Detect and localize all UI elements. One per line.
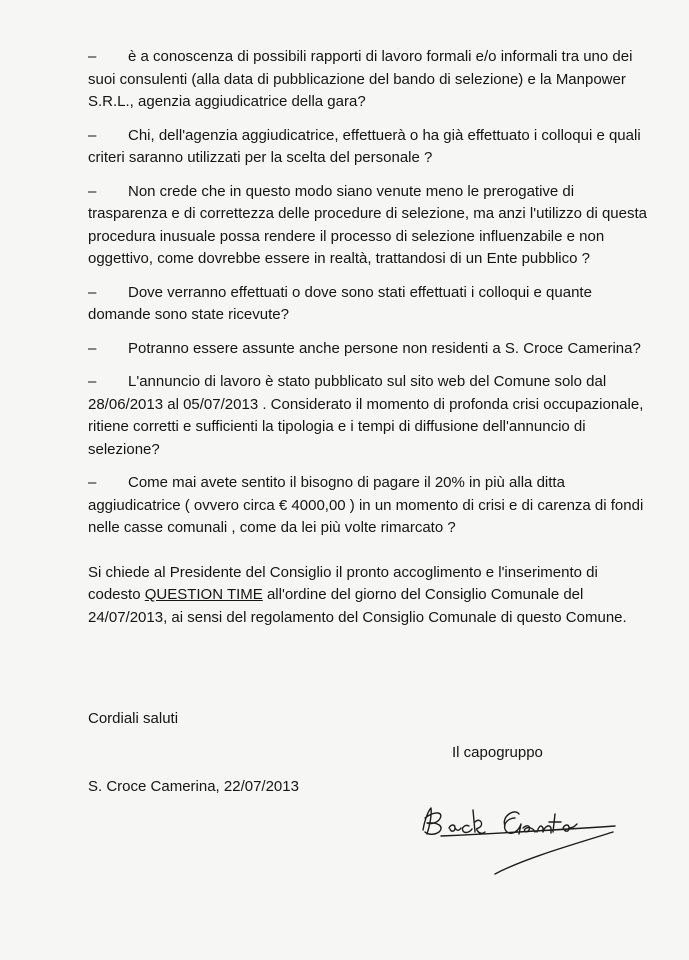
- item-dash: –: [88, 182, 97, 200]
- item-text: Come mai avete sentito il bisogno di pagare il 20% in più alla ditta aggiudicatrice ( ovvero circa € 4000,00 ) in un momento di crisi e di carenza di fondi nelle casse comunali , come da lei più volte rimarcato ?: [88, 474, 644, 536]
- item-text: Potranno essere assunte anche persone non residenti a S. Croce Camerina?: [128, 339, 641, 357]
- item-text: L'annuncio di lavoro è stato pubblicato sul sito web del Comune solo dal 28/06/2013 al 05/07/2013 . Considerato il momento di profonda crisi occupazionale, ritiene corretti e sufficienti la tipologia e i tempi di diffusione dell'annuncio di selezione?: [88, 373, 644, 458]
- place-and-date: S. Croce Camerina, 22/07/2013: [88, 778, 299, 795]
- item-dash: –: [88, 283, 97, 301]
- request-text-before: Si chiede al Presidente del Consiglio il pronto accoglimento e l'inserimento di codesto: [88, 563, 598, 603]
- item-text: Dove verranno effettuati o dove sono stati effettuati i colloqui e quante domande sono state ricevute?: [88, 283, 592, 323]
- item-dash: –: [88, 339, 97, 357]
- question-item: [88, 125, 648, 170]
- question-time-label: QUESTION TIME: [144, 586, 263, 603]
- item-text: è a conoscenza di possibili rapporti di lavoro formali e/o informali tra uno dei suoi consulenti (alla data di pubblicazione del bando di selezione) e la Manpower S.R.L., agenzia aggiudicatrice della gara?: [88, 48, 633, 110]
- item-text: Chi, dell'agenzia aggiudicatrice, effettuerà o ha già effettuato i colloqui e quali criteri saranno utilizzati per la scelta del personale ?: [88, 126, 641, 166]
- question-item: [88, 338, 648, 361]
- question-item: [88, 472, 648, 540]
- question-item: [88, 282, 648, 327]
- item-text: Non crede che in questo modo siano venute meno le prerogative di trasparenza e di correttezza delle procedure di selezione, ma anzi l'utilizzo di questa procedura inusuale possa rendere il processo di selezione influenzabile e non oggettivo, come dovrebbe essere in realtà, trattandosi di un Ente pubblico ?: [88, 182, 647, 267]
- question-item: [88, 371, 648, 461]
- document-body: [88, 46, 648, 629]
- closing-salutation: Cordiali saluti: [88, 710, 179, 727]
- item-dash: –: [88, 48, 97, 65]
- question-item: [88, 181, 648, 271]
- handwritten-signature: [415, 796, 625, 881]
- signatory-role: Il capogruppo: [452, 744, 543, 761]
- item-dash: –: [88, 373, 97, 390]
- question-item: [88, 46, 648, 114]
- bleed-through-text: [60, 330, 63, 344]
- item-dash: –: [88, 126, 97, 144]
- item-dash: –: [88, 474, 97, 491]
- request-paragraph: [88, 562, 648, 630]
- request-text-after: all'ordine del giorno del Consiglio Comunale del 24/07/2013, ai sensi del regolamento del Consiglio Comunale di questo Comune.: [88, 586, 627, 626]
